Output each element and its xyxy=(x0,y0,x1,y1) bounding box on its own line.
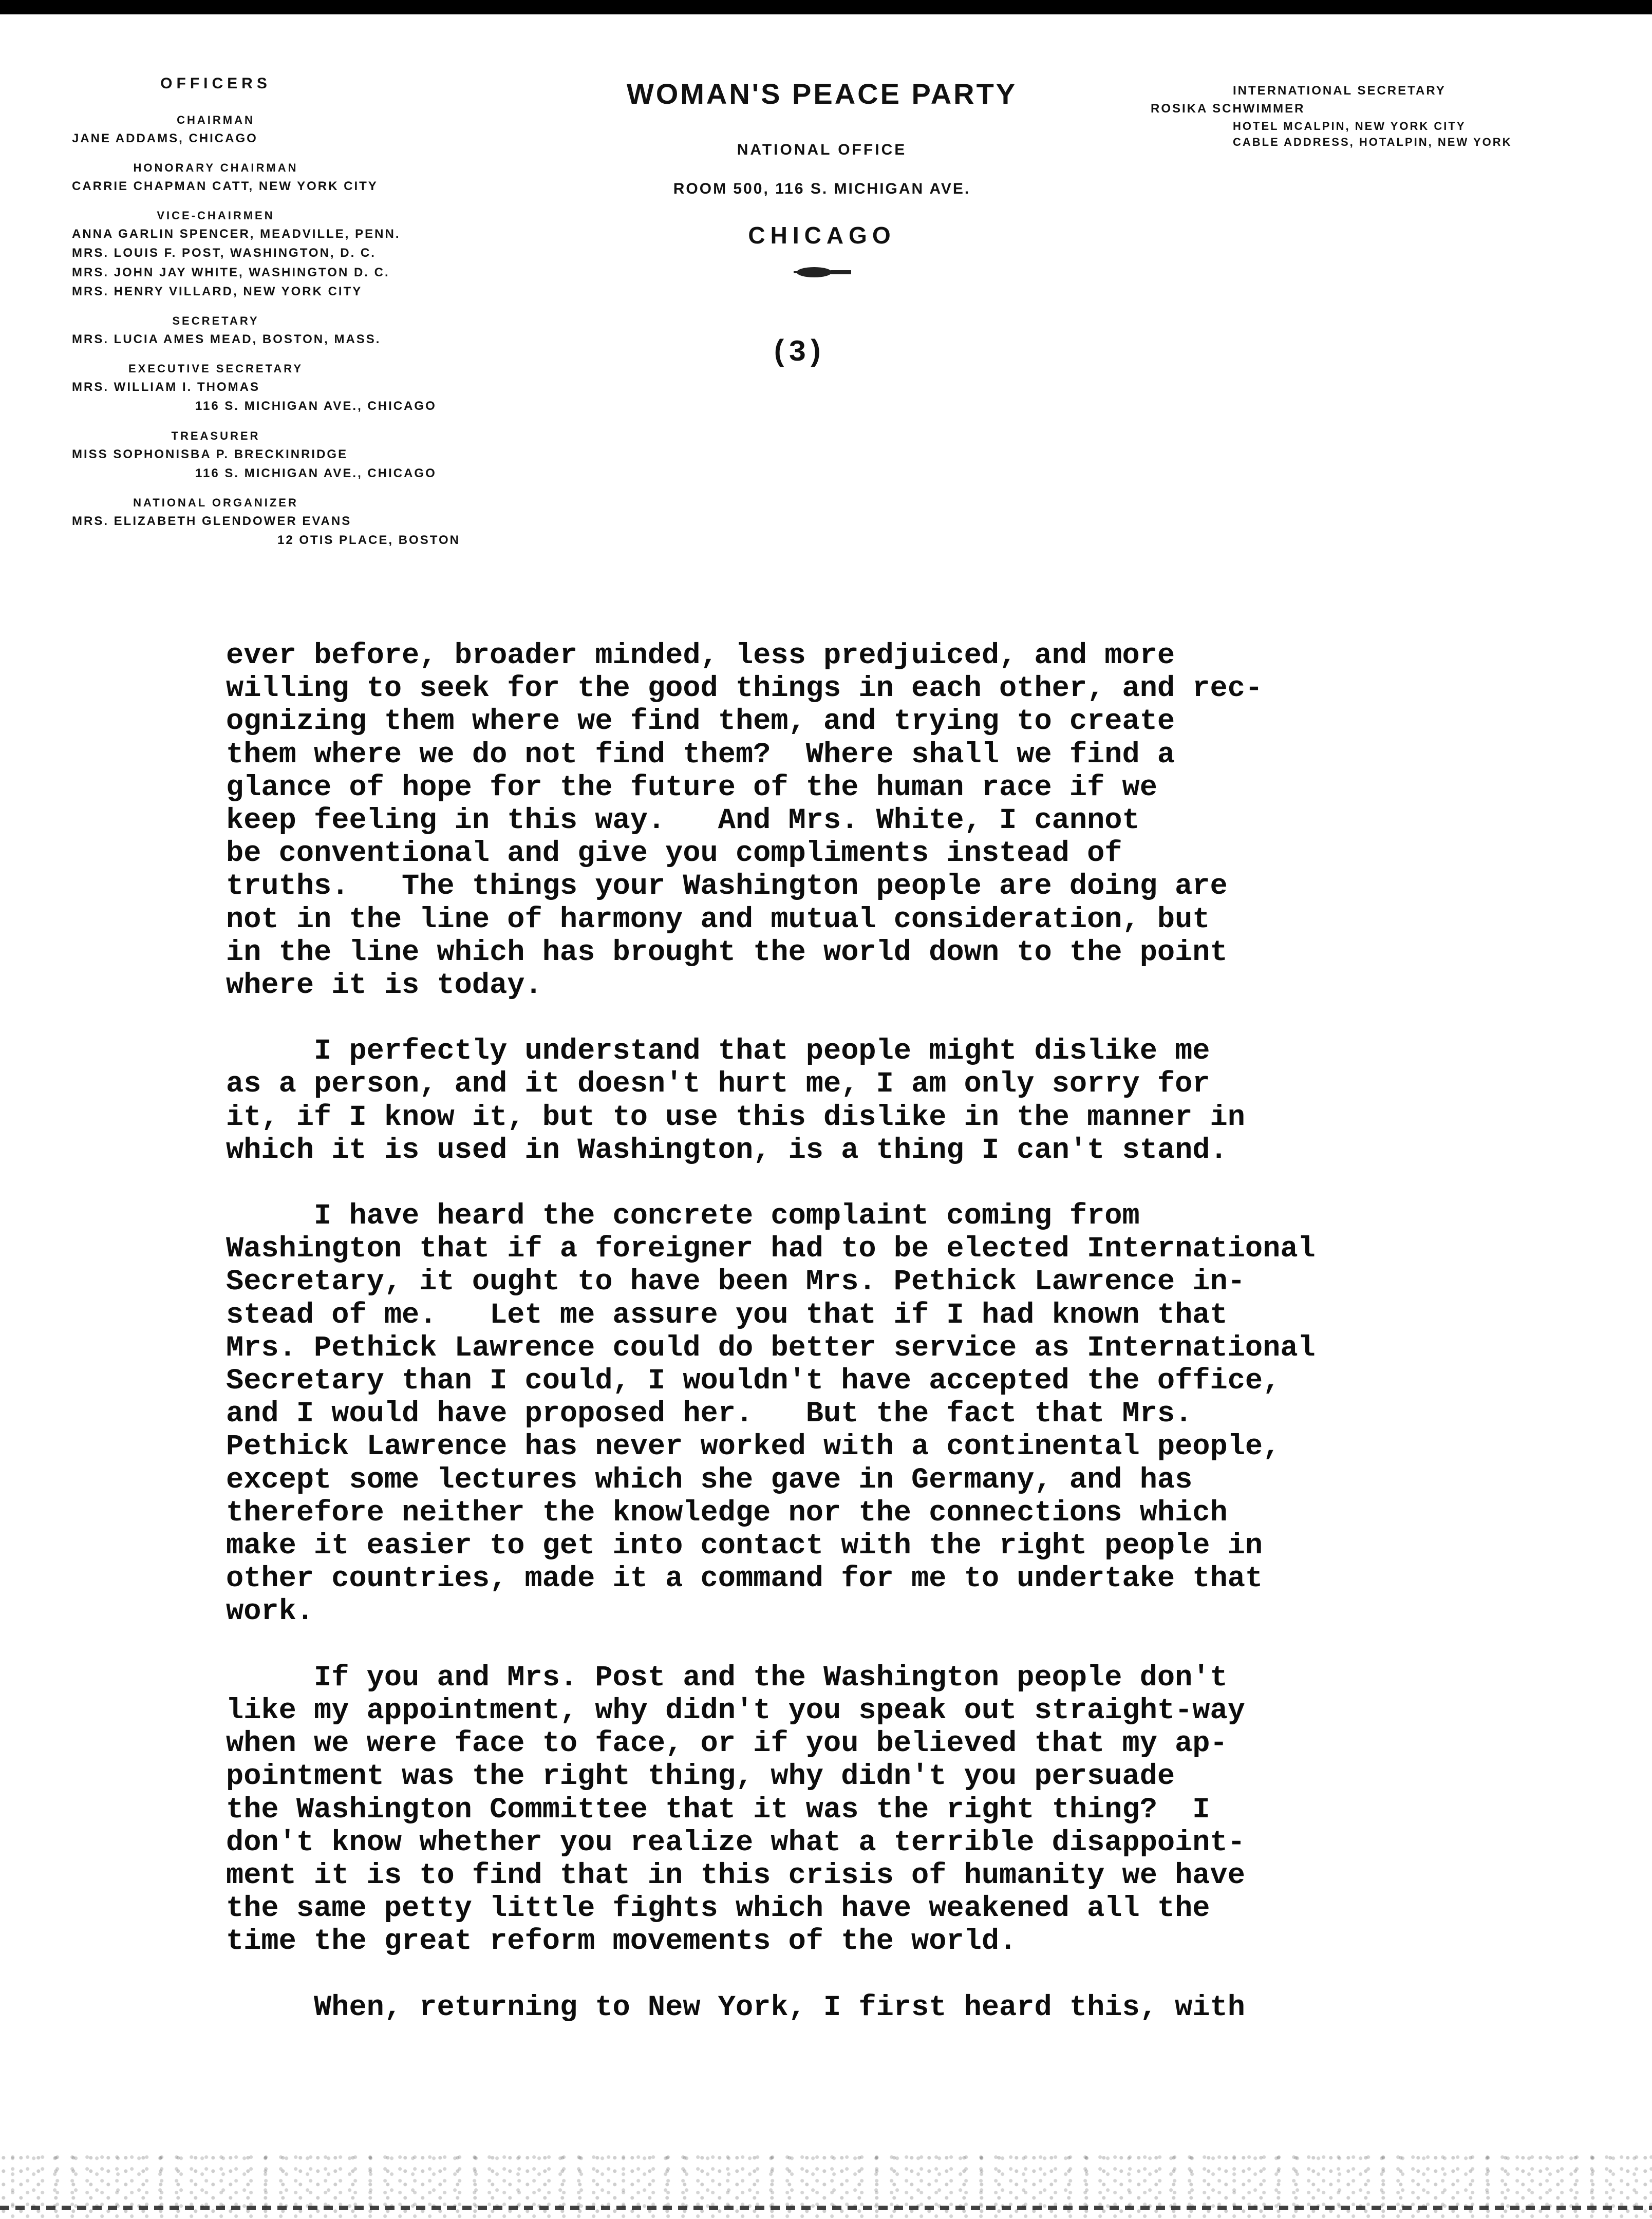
international-secretary-block xyxy=(1151,82,1613,151)
officer-name: JANE ADDAMS, CHICAGO xyxy=(72,131,258,145)
letter-line: and I would have proposed her. But the fact that Mrs. xyxy=(226,1398,1193,1431)
letter-line: where it is today. xyxy=(226,969,542,1003)
letter-line: Pethick Lawrence has never worked with a continental people, xyxy=(226,1431,1281,1464)
office-address: ROOM 500, 116 S. MICHIGAN AVE. xyxy=(673,180,971,197)
office-city: CHICAGO xyxy=(748,222,896,249)
officer-address: 116 S. MICHIGAN AVE., CHICAGO xyxy=(195,399,437,413)
letter-line: Secretary, it ought to have been Mrs. Pethick Lawrence in- xyxy=(226,1266,1245,1299)
officer-role: HONORARY CHAIRMAN xyxy=(133,161,298,174)
officer-role: CHAIRMAN xyxy=(177,113,255,126)
letter-line: make it easier to get into contact with the right people in xyxy=(226,1530,1263,1563)
officer-name: MRS. WILLIAM I. THOMAS xyxy=(72,380,260,394)
scan-bottom-edge xyxy=(0,2206,1652,2210)
letter-line: them where we do not find them? Where shall we find a xyxy=(226,738,1175,772)
officer-role: SECRETARY xyxy=(172,314,259,327)
intl-secretary-hotel: HOTEL MCALPIN, NEW YORK CITY xyxy=(1233,119,1466,133)
letter-line: it, if I know it, but to use this dislike in the manner in xyxy=(226,1101,1245,1134)
letter-line: except some lectures which she gave in Germany, and has xyxy=(226,1463,1193,1497)
letter-line: be conventional and give you compliments instead of xyxy=(226,837,1122,871)
officer-name: MRS. LOUIS F. POST, WASHINGTON, D. C. xyxy=(72,246,376,260)
intl-secretary-heading: INTERNATIONAL SECRETARY xyxy=(1233,84,1446,98)
officer-role: TREASURER xyxy=(171,429,260,442)
letter-line: other countries, made it a command for me to undertake that xyxy=(226,1563,1263,1596)
letter-line: willing to seek for the good things in each other, and rec- xyxy=(226,672,1263,706)
letter-body xyxy=(226,640,1459,2024)
letter-line: I have heard the concrete complaint coming from xyxy=(226,1200,1140,1233)
officer-address: 12 OTIS PLACE, BOSTON xyxy=(277,533,460,548)
officer-name: ANNA GARLIN SPENCER, MEADVILLE, PENN. xyxy=(72,227,401,241)
letter-line: ment it is to find that in this crisis of humanity we have xyxy=(226,1859,1245,1892)
letter-line: pointment was the right thing, why didn't you persuade xyxy=(226,1760,1175,1794)
letter-line: Mrs. Pethick Lawrence could do better service as International xyxy=(226,1331,1316,1365)
letter-line: as a person, and it doesn't hurt me, I am only sorry for xyxy=(226,1068,1210,1101)
page-number: (3) xyxy=(771,336,824,370)
letter-line: when we were face to face, or if you believed that my ap- xyxy=(226,1727,1228,1761)
letter-line: Washington that if a foreigner had to be elected International xyxy=(226,1233,1316,1266)
officer-name: MRS. LUCIA AMES MEAD, BOSTON, MASS. xyxy=(72,332,381,346)
officer-name: MRS. HENRY VILLARD, NEW YORK CITY xyxy=(72,284,363,298)
organization-title: WOMAN'S PEACE PARTY xyxy=(626,78,1018,110)
officer-role: EXECUTIVE SECRETARY xyxy=(128,362,304,375)
national-office-label: NATIONAL OFFICE xyxy=(737,141,907,158)
intl-secretary-name: ROSIKA SCHWIMMER xyxy=(1151,101,1305,116)
letter-line: stead of me. Let me assure you that if I had known that xyxy=(226,1299,1228,1332)
officer-name: MISS SOPHONISBA P. BRECKINRIDGE xyxy=(72,447,348,461)
officer-role: NATIONAL ORGANIZER xyxy=(133,496,298,510)
letter-line: in the line which has brought the world down to the point xyxy=(226,936,1228,969)
officer-name: MRS. ELIZABETH GLENDOWER EVANS xyxy=(72,514,352,529)
letter-line: like my appointment, why didn't you speak out straight-way xyxy=(226,1694,1245,1727)
officers-heading: OFFICERS xyxy=(160,75,271,92)
letter-line: don't know whether you realize what a terrible disappoint- xyxy=(226,1826,1245,1859)
intl-secretary-cable: CABLE ADDRESS, HOTALPIN, NEW YORK xyxy=(1233,136,1512,149)
letter-line: ever before, broader minded, less predjuiced, and more xyxy=(226,640,1175,672)
letter-line: time the great reform movements of the world. xyxy=(226,1925,1017,1959)
letter-line: Secretary than I could, I wouldn't have accepted the office, xyxy=(226,1365,1281,1398)
letter-line: not in the line of harmony and mutual consideration, but xyxy=(226,903,1210,936)
letter-line: therefore neither the knowledge nor the connections which xyxy=(226,1496,1228,1530)
letter-line: work. xyxy=(226,1595,314,1629)
scan-top-border xyxy=(0,0,1652,14)
letterhead xyxy=(565,77,1079,283)
letter-line: I perfectly understand that people might dislike me xyxy=(226,1035,1210,1068)
letter-line: the same petty little fights which have weakened all the xyxy=(226,1892,1210,1926)
letter-line: truths. The things your Washington people are doing are xyxy=(226,870,1228,904)
officers-list xyxy=(72,72,524,550)
letter-line: If you and Mrs. Post and the Washington people don't xyxy=(226,1661,1228,1695)
letter-line: the Washington Committee that it was the right thing? I xyxy=(226,1793,1210,1827)
letter-line: which it is used in Washington, is a thing I can't stand. xyxy=(226,1134,1228,1167)
letter-line: glance of hope for the future of the human race if we xyxy=(226,771,1157,804)
union-bug-icon xyxy=(783,265,860,280)
letter-line: ognizing them where we find them, and trying to create xyxy=(226,705,1175,739)
officer-name: CARRIE CHAPMAN CATT, NEW YORK CITY xyxy=(72,179,378,193)
officer-name: MRS. JOHN JAY WHITE, WASHINGTON D. C. xyxy=(72,265,390,279)
letter-line: keep feeling in this way. And Mrs. White, I cannot xyxy=(226,804,1140,838)
officer-role: VICE-CHAIRMEN xyxy=(157,209,275,222)
officer-address: 116 S. MICHIGAN AVE., CHICAGO xyxy=(195,466,437,480)
letter-line: When, returning to New York, I first heard this, with xyxy=(226,1991,1245,2024)
